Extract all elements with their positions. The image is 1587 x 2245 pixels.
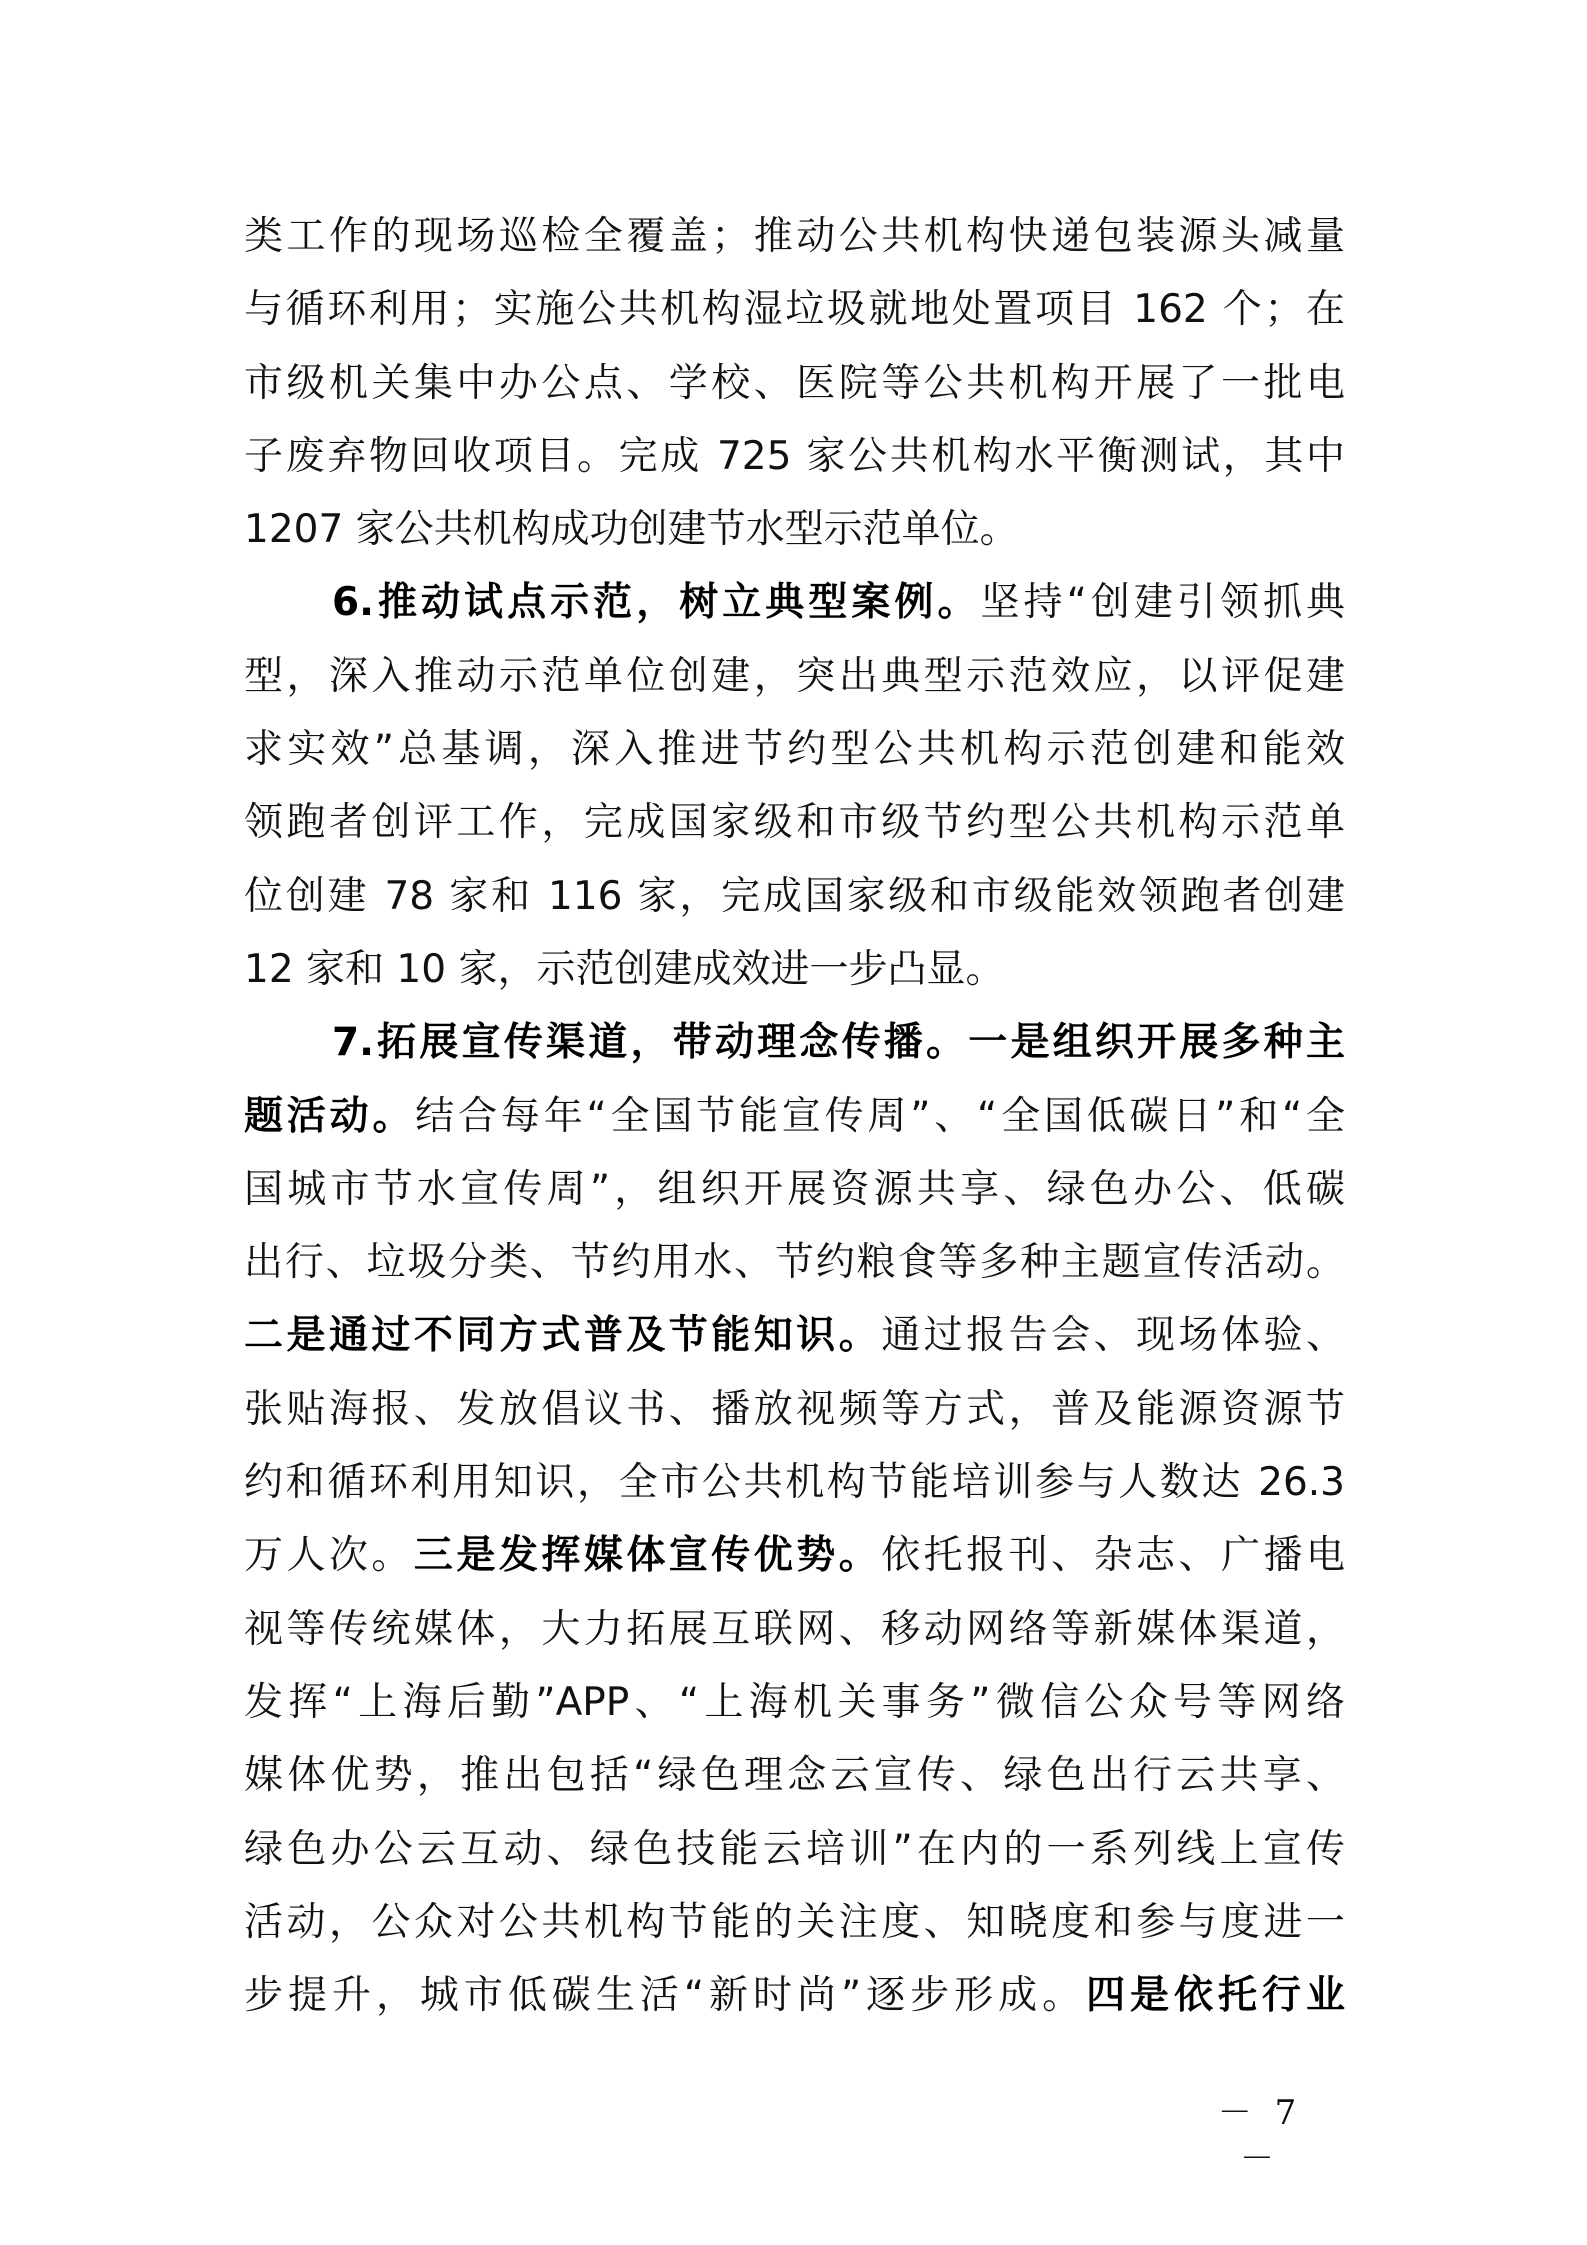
text-line [244,713,1345,786]
text-line [244,1519,1345,1592]
section-6-first-line [244,566,1345,639]
text-run: 求实效”总基调，深入推进节约型公共机构示范创建和能效 [244,727,1345,773]
text-run: 国城市节水宣传周”，组织开展资源共享、绿色办公、低碳 [244,1166,1345,1212]
text-line [244,347,1345,420]
text-line [244,1959,1345,2032]
section-6-heading: 6.推动试点示范，树立典型案例。 [332,580,981,626]
text-run: 发挥“上海后勤”APP、“上海机关事务”微信公众号等网络 [244,1679,1345,1725]
bold-run: 二是通过不同方式普及节能知识。 [244,1313,882,1359]
bold-run: 四是依托行业 [1086,1973,1345,2019]
text-run: 出行、垃圾分类、节约用水、节约粮食等多种主题宣传活动。 [244,1240,1345,1286]
text-run: 型，深入推动示范单位创建，突出典型示范效应，以评促建 [244,653,1345,699]
page-number: － 7 － [1217,2093,1303,2179]
text-run: 类工作的现场巡检全覆盖；推动公共机构快递包装源头减量 [244,214,1345,259]
text-line [244,200,1345,273]
text-run: 结合每年“全国节能宣传周”、“全国低碳日”和“全 [415,1093,1345,1139]
text-run: 1207 家公共机构成功创建节水型示范单位。 [244,507,1019,553]
section-7-first-line [244,1006,1345,1079]
text-line [244,1373,1345,1446]
text-run: 依托报刊、杂志、广播电 [881,1533,1345,1579]
text-line [244,1593,1345,1666]
text-line [244,1813,1345,1886]
text-run: 12 家和 10 家，示范创建成效进一步凸显。 [244,946,1005,992]
text-line [244,1666,1345,1739]
text-line [244,1080,1345,1153]
text-line [244,420,1345,493]
bold-run: 题活动。 [244,1093,416,1139]
text-line [244,1153,1345,1226]
text-run: 步提升，城市低碳生活“新时尚”逐步形成。 [244,1973,1087,2019]
text-run: 位创建 78 家和 116 家，完成国家级和市级能效领跑者创建 [244,873,1345,919]
text-run: 万人次。 [244,1533,414,1579]
text-run: 子废弃物回收项目。完成 725 家公共机构水平衡测试，其中 [244,433,1345,479]
text-line [244,1299,1345,1372]
text-line [244,933,1345,1006]
text-line [244,493,1345,566]
text-run: 坚持“创建引领抓典 [980,580,1345,626]
text-line [244,273,1345,346]
text-line [244,1446,1345,1519]
text-run: 活动，公众对公共机构节能的关注度、知晓度和参与度进一 [244,1899,1345,1945]
text-line [244,860,1345,933]
text-run: 约和循环利用知识，全市公共机构节能培训参与人数达 26.3 [244,1460,1345,1506]
text-run: 领跑者创评工作，完成国家级和市级节约型公共机构示范单 [244,800,1345,846]
section-7-heading: 7.拓展宣传渠道，带动理念传播。一是组织开展多种主 [332,1020,1345,1066]
text-line [244,1226,1345,1299]
text-line [244,786,1345,859]
text-run: 市级机关集中办公点、学校、医院等公共机构开展了一批电 [244,360,1345,406]
text-run: 绿色办公云互动、绿色技能云培训”在内的一系列线上宣传 [244,1826,1345,1872]
text-line [244,1886,1345,1959]
body-text [244,200,1345,2032]
text-run: 张贴海报、发放倡议书、播放视频等方式，普及能源资源节 [244,1386,1345,1432]
bold-run: 三是发挥媒体宣传优势。 [413,1533,882,1579]
text-run: 通过报告会、现场体验、 [881,1313,1345,1359]
text-run: 视等传统媒体，大力拓展互联网、移动网络等新媒体渠道， [244,1606,1345,1652]
text-line [244,1739,1345,1812]
text-run: 与循环利用；实施公共机构湿垃圾就地处置项目 162 个；在 [244,287,1345,333]
text-line [244,640,1345,713]
text-run: 媒体优势，推出包括“绿色理念云宣传、绿色出行云共享、 [244,1753,1345,1799]
